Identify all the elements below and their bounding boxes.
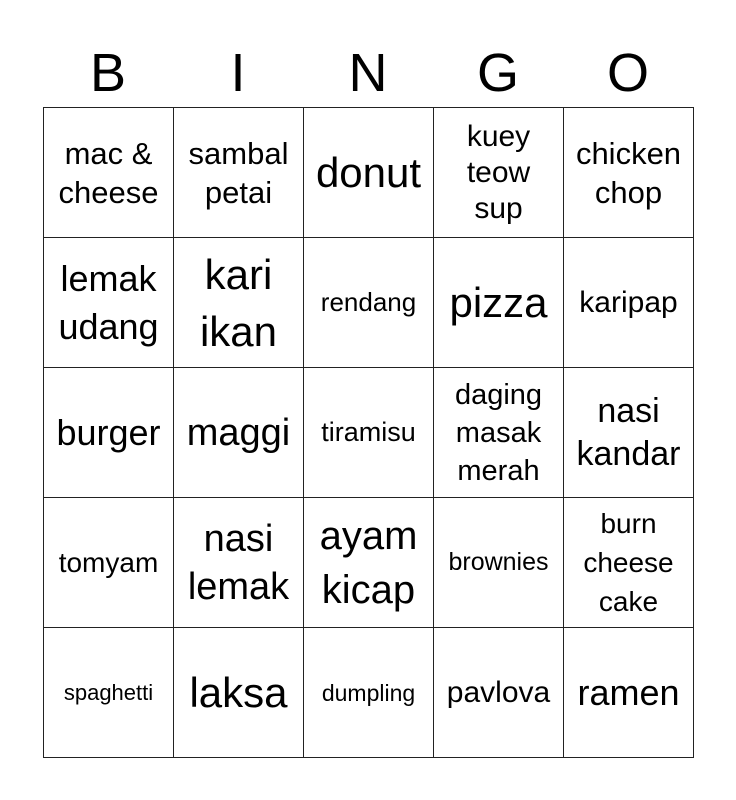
cell-label: pavlova — [446, 676, 551, 709]
header-letter-o: O — [606, 43, 649, 103]
bingo-cell-r2c1[interactable] — [44, 238, 174, 368]
cell-label: brownies — [448, 548, 549, 576]
cell-label: chicken chop — [575, 135, 682, 210]
header-letter-b: B — [89, 43, 127, 103]
bingo-cell-r4c2[interactable] — [174, 498, 304, 628]
bingo-board — [43, 107, 694, 758]
bingo-cell-r2c5[interactable] — [564, 238, 694, 368]
bingo-cell-r1c1[interactable] — [44, 108, 174, 238]
cell-label: burger — [56, 411, 161, 453]
cell-label: mac & cheese — [58, 135, 159, 210]
cell-label: ramen — [577, 671, 680, 713]
cell-label: tomyam — [58, 546, 159, 578]
cell-label: sambal petai — [188, 135, 289, 210]
cell-label: laksa — [189, 669, 288, 716]
header-letter-i: I — [230, 43, 246, 103]
bingo-cell-r1c4[interactable] — [434, 108, 564, 238]
bingo-cell-r5c4[interactable] — [434, 628, 564, 758]
bingo-cell-r2c3[interactable] — [304, 238, 434, 368]
cell-label: nasi kandar — [576, 391, 681, 473]
cell-label: daging masak merah — [454, 378, 543, 487]
bingo-cell-r1c2[interactable] — [174, 108, 304, 238]
bingo-cell-r3c4[interactable] — [434, 368, 564, 498]
bingo-cell-r3c5[interactable] — [564, 368, 694, 498]
bingo-cell-r1c3[interactable] — [304, 108, 434, 238]
bingo-cell-r3c1[interactable] — [44, 368, 174, 498]
cell-label: rendang — [320, 287, 417, 317]
bingo-cell-r4c3[interactable] — [304, 498, 434, 628]
header-letter-g: G — [476, 43, 519, 103]
header-letter-n: N — [348, 43, 388, 103]
bingo-header — [43, 40, 693, 106]
cell-label: karipap — [579, 286, 678, 319]
bingo-cell-r4c5[interactable] — [564, 498, 694, 628]
bingo-cell-r1c5[interactable] — [564, 108, 694, 238]
cell-label: donut — [315, 149, 422, 196]
bingo-cell-r3c2[interactable] — [174, 368, 304, 498]
bingo-cell-r4c4[interactable] — [434, 498, 564, 628]
cell-label: dumpling — [321, 679, 416, 706]
bingo-cell-r2c2[interactable] — [174, 238, 304, 368]
cell-label: burn cheese cake — [583, 508, 674, 617]
bingo-cell-r5c1[interactable] — [44, 628, 174, 758]
bingo-cell-r5c5[interactable] — [564, 628, 694, 758]
cell-label: kuey teow sup — [466, 119, 531, 225]
cell-label: nasi lemak — [187, 517, 290, 608]
cell-label: kari ikan — [199, 250, 278, 355]
cell-label: ayam kicap — [319, 513, 418, 612]
bingo-cell-r3c3[interactable] — [304, 368, 434, 498]
cell-label: pizza — [449, 279, 548, 326]
cell-label: lemak udang — [58, 257, 159, 347]
cell-label: tiramisu — [321, 417, 416, 447]
bingo-cell-r5c2[interactable] — [174, 628, 304, 758]
bingo-cell-r2c4[interactable] — [434, 238, 564, 368]
bingo-cell-r5c3[interactable] — [304, 628, 434, 758]
cell-label: maggi — [186, 411, 291, 454]
bingo-cell-r4c1[interactable] — [44, 498, 174, 628]
cell-label: spaghetti — [63, 679, 154, 705]
